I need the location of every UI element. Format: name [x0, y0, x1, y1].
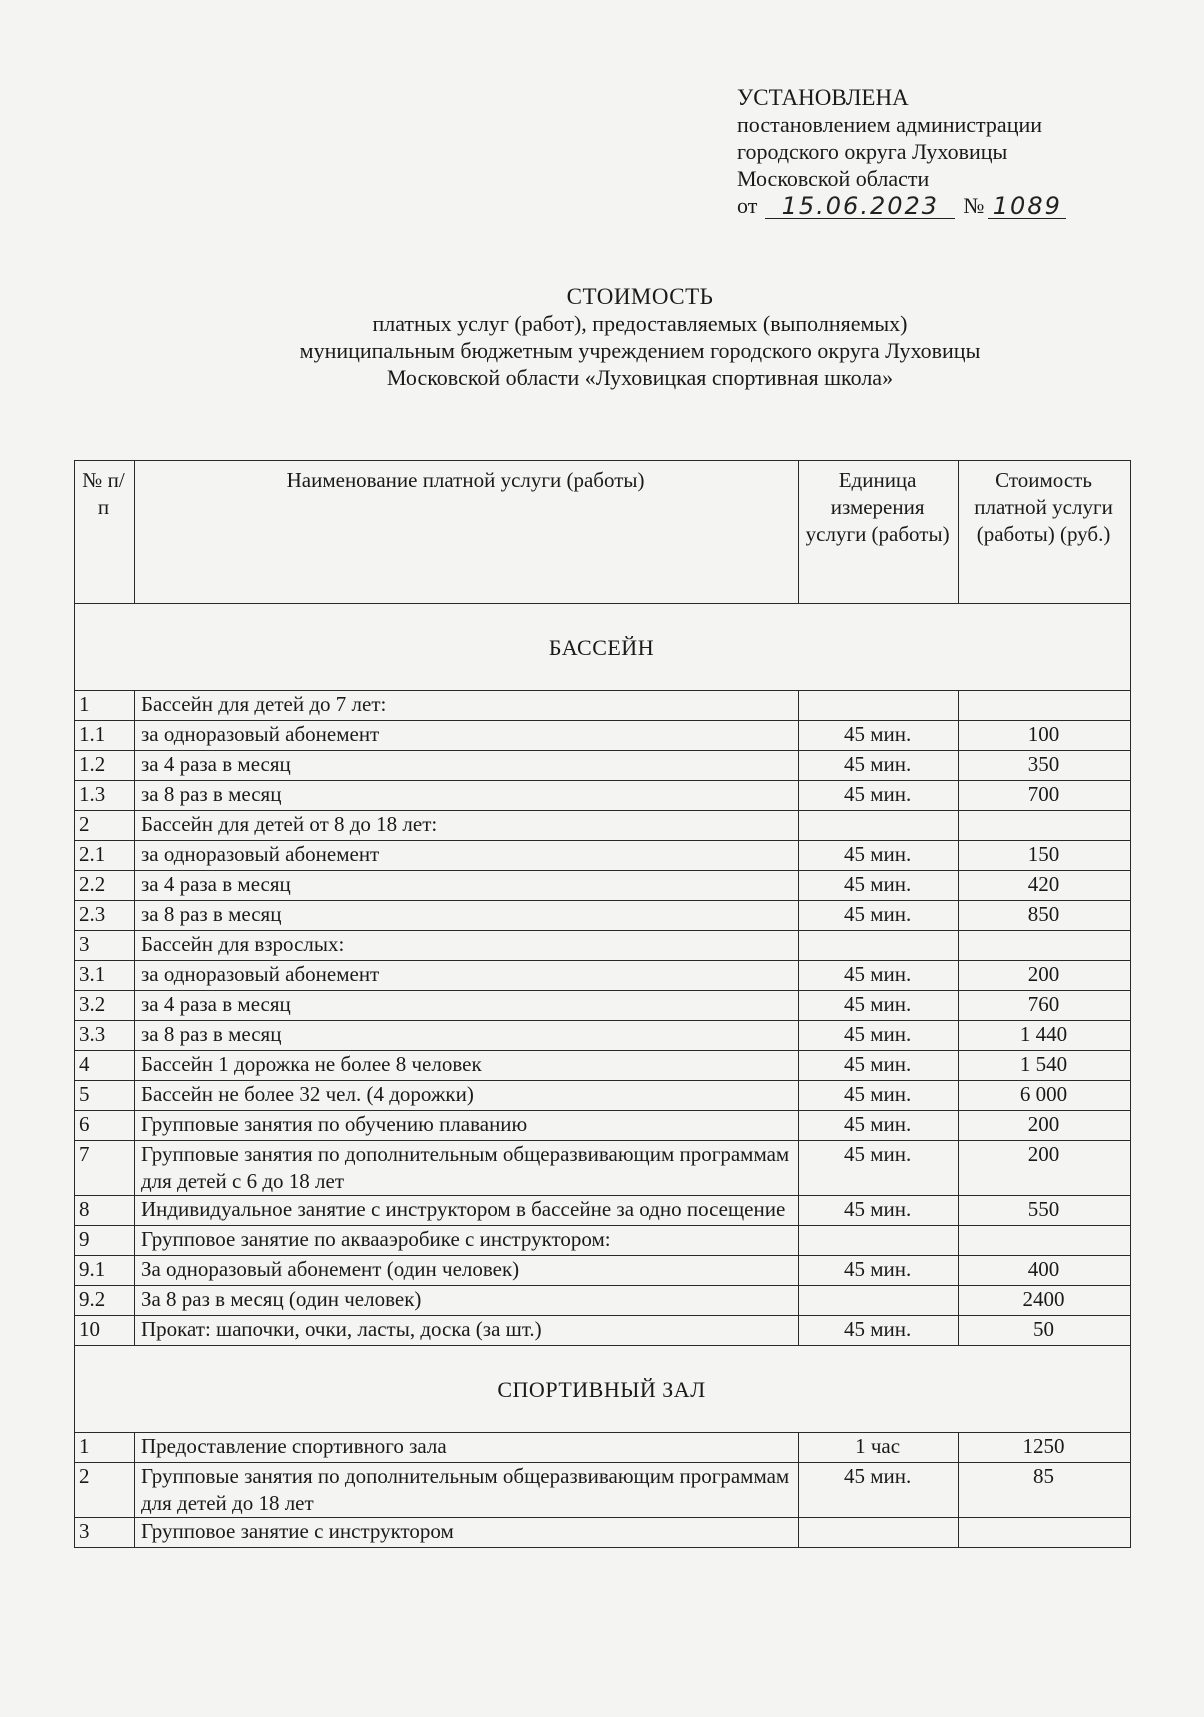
section-row-pool [75, 604, 1131, 691]
cell-name: за 4 раза в месяц [134, 871, 798, 901]
cell-price [959, 931, 1131, 961]
cell-unit [799, 691, 959, 721]
cell-num: 8 [75, 1196, 135, 1226]
cell-name: Индивидуальное занятие с инструктором в бассейне за одно посещение [134, 1196, 798, 1226]
cell-price: 700 [959, 781, 1131, 811]
cell-num: 2.2 [75, 871, 135, 901]
price-table [74, 460, 1131, 1548]
table-row [75, 1081, 1131, 1111]
cell-unit: 45 мин. [799, 781, 959, 811]
cell-num: 9.2 [75, 1286, 135, 1316]
cell-name: Групповое занятие с инструктором [134, 1518, 798, 1548]
cell-name: За 8 раз в месяц (один человек) [134, 1286, 798, 1316]
cell-price: 6 000 [959, 1081, 1131, 1111]
cell-unit: 45 мин. [799, 721, 959, 751]
cell-price: 420 [959, 871, 1131, 901]
cell-unit [799, 1226, 959, 1256]
table-row [75, 1433, 1131, 1463]
table-row [75, 1111, 1131, 1141]
cell-num: 10 [75, 1316, 135, 1346]
cell-num: 3 [75, 931, 135, 961]
table-row [75, 1141, 1131, 1196]
cell-unit: 45 мин. [799, 871, 959, 901]
cell-name: Бассейн для взрослых: [134, 931, 798, 961]
table-row [75, 1256, 1131, 1286]
cell-num: 2 [75, 1463, 135, 1518]
cell-price [959, 1518, 1131, 1548]
document-title [240, 283, 1040, 391]
cell-unit [799, 811, 959, 841]
table-header-row [75, 461, 1131, 604]
table-row [75, 1051, 1131, 1081]
cell-name: За одноразовый абонемент (один человек) [134, 1256, 798, 1286]
approval-date-line [737, 192, 1137, 219]
cell-num: 1.1 [75, 721, 135, 751]
date-prefix: от [737, 193, 758, 218]
cell-name: Бассейн для детей до 7 лет: [134, 691, 798, 721]
cell-price: 400 [959, 1256, 1131, 1286]
cell-price: 150 [959, 841, 1131, 871]
cell-price: 760 [959, 991, 1131, 1021]
approval-line-1: постановлением администрации [737, 112, 1043, 137]
cell-num: 1.2 [75, 751, 135, 781]
cell-num: 1 [75, 1433, 135, 1463]
cell-price: 200 [959, 961, 1131, 991]
cell-unit [799, 1286, 959, 1316]
cell-num: 3.1 [75, 961, 135, 991]
cell-num: 3.2 [75, 991, 135, 1021]
cell-unit: 45 мин. [799, 1316, 959, 1346]
cell-unit: 45 мин. [799, 991, 959, 1021]
cell-num: 3.3 [75, 1021, 135, 1051]
header-num: № п/п [75, 461, 135, 604]
cell-name: Групповые занятия по обучению плаванию [134, 1111, 798, 1141]
table-row [75, 691, 1131, 721]
cell-price: 350 [959, 751, 1131, 781]
table-row [75, 871, 1131, 901]
cell-name: Предоставление спортивного зала [134, 1433, 798, 1463]
table-row [75, 751, 1131, 781]
cell-price [959, 691, 1131, 721]
cell-unit: 45 мин. [799, 1196, 959, 1226]
cell-unit: 45 мин. [799, 841, 959, 871]
cell-num: 2.1 [75, 841, 135, 871]
cell-price [959, 1226, 1131, 1256]
cell-unit: 45 мин. [799, 1463, 959, 1518]
table-row [75, 1021, 1131, 1051]
cell-name: Бассейн для детей от 8 до 18 лет: [134, 811, 798, 841]
handwritten-number: 1089 [988, 194, 1066, 219]
cell-price: 50 [959, 1316, 1131, 1346]
table-row [75, 1196, 1131, 1226]
cell-num: 4 [75, 1051, 135, 1081]
cell-num: 7 [75, 1141, 135, 1196]
header-price: Стоимость платной услуги (работы) (руб.) [959, 461, 1131, 604]
header-name: Наименование платной услуги (работы) [134, 461, 798, 604]
cell-name: за одноразовый абонемент [134, 721, 798, 751]
cell-price: 200 [959, 1141, 1131, 1196]
cell-name: Групповое занятие по аквааэробике с инструктором: [134, 1226, 798, 1256]
cell-price: 850 [959, 901, 1131, 931]
cell-unit [799, 1518, 959, 1548]
table-row [75, 1463, 1131, 1518]
table-row [75, 961, 1131, 991]
section-row-gym [75, 1346, 1131, 1433]
table-row [75, 1316, 1131, 1346]
table-row [75, 841, 1131, 871]
approval-block [737, 84, 1137, 219]
cell-price: 1250 [959, 1433, 1131, 1463]
cell-num: 6 [75, 1111, 135, 1141]
cell-num: 3 [75, 1518, 135, 1548]
cell-name: за одноразовый абонемент [134, 961, 798, 991]
title-line-2: муниципальным бюджетным учреждением городского округа Луховицы [299, 338, 981, 363]
handwritten-date: 15.06.2023 [765, 194, 955, 219]
cell-num: 5 [75, 1081, 135, 1111]
table-row [75, 931, 1131, 961]
cell-name: за 8 раз в месяц [134, 901, 798, 931]
cell-unit: 45 мин. [799, 1081, 959, 1111]
cell-name: Бассейн не более 32 чел. (4 дорожки) [134, 1081, 798, 1111]
cell-name: за 8 раз в месяц [134, 1021, 798, 1051]
cell-name: за 4 раза в месяц [134, 991, 798, 1021]
cell-unit: 1 час [799, 1433, 959, 1463]
cell-name: за одноразовый абонемент [134, 841, 798, 871]
table-row [75, 721, 1131, 751]
table-row [75, 901, 1131, 931]
title-main: СТОИМОСТЬ [566, 284, 714, 309]
cell-unit: 45 мин. [799, 1051, 959, 1081]
section-title-gym: СПОРТИВНЫЙ ЗАЛ [75, 1346, 1131, 1433]
cell-price: 100 [959, 721, 1131, 751]
title-line-3: Московской области «Луховицкая спортивная школа» [386, 365, 894, 390]
cell-name: Бассейн 1 дорожка не более 8 человек [134, 1051, 798, 1081]
cell-price: 550 [959, 1196, 1131, 1226]
cell-price: 1 540 [959, 1051, 1131, 1081]
cell-price: 85 [959, 1463, 1131, 1518]
approval-line-3: Московской области [737, 166, 930, 191]
header-unit: Единица измерения услуги (работы) [799, 461, 959, 604]
title-line-1: платных услуг (работ), предоставляемых (выполняемых) [372, 311, 908, 336]
cell-unit: 45 мин. [799, 901, 959, 931]
cell-unit: 45 мин. [799, 751, 959, 781]
cell-name: Групповые занятия по дополнительным общеразвивающим программам для детей до 18 лет [134, 1463, 798, 1518]
cell-unit: 45 мин. [799, 1256, 959, 1286]
table-row [75, 1518, 1131, 1548]
cell-unit: 45 мин. [799, 1141, 959, 1196]
cell-num: 2 [75, 811, 135, 841]
cell-name: Групповые занятия по дополнительным общеразвивающим программам для детей с 6 до 18 лет [134, 1141, 798, 1196]
number-prefix: № [963, 193, 985, 218]
cell-name: за 4 раза в месяц [134, 751, 798, 781]
cell-unit [799, 931, 959, 961]
section-title-pool: БАССЕЙН [75, 604, 1131, 691]
cell-price: 1 440 [959, 1021, 1131, 1051]
table-row [75, 1286, 1131, 1316]
table-row [75, 991, 1131, 1021]
approval-line-2: городского округа Луховицы [737, 139, 1008, 164]
cell-unit: 45 мин. [799, 1111, 959, 1141]
cell-num: 9.1 [75, 1256, 135, 1286]
cell-num: 1 [75, 691, 135, 721]
cell-price: 2400 [959, 1286, 1131, 1316]
cell-unit: 45 мин. [799, 1021, 959, 1051]
cell-unit: 45 мин. [799, 961, 959, 991]
table-row [75, 811, 1131, 841]
table-row [75, 781, 1131, 811]
table-row [75, 1226, 1131, 1256]
cell-name: Прокат: шапочки, очки, ласты, доска (за шт.) [134, 1316, 798, 1346]
cell-num: 9 [75, 1226, 135, 1256]
cell-price [959, 811, 1131, 841]
approval-heading: УСТАНОВЛЕНА [737, 85, 909, 110]
cell-num: 2.3 [75, 901, 135, 931]
cell-name: за 8 раз в месяц [134, 781, 798, 811]
cell-num: 1.3 [75, 781, 135, 811]
cell-price: 200 [959, 1111, 1131, 1141]
